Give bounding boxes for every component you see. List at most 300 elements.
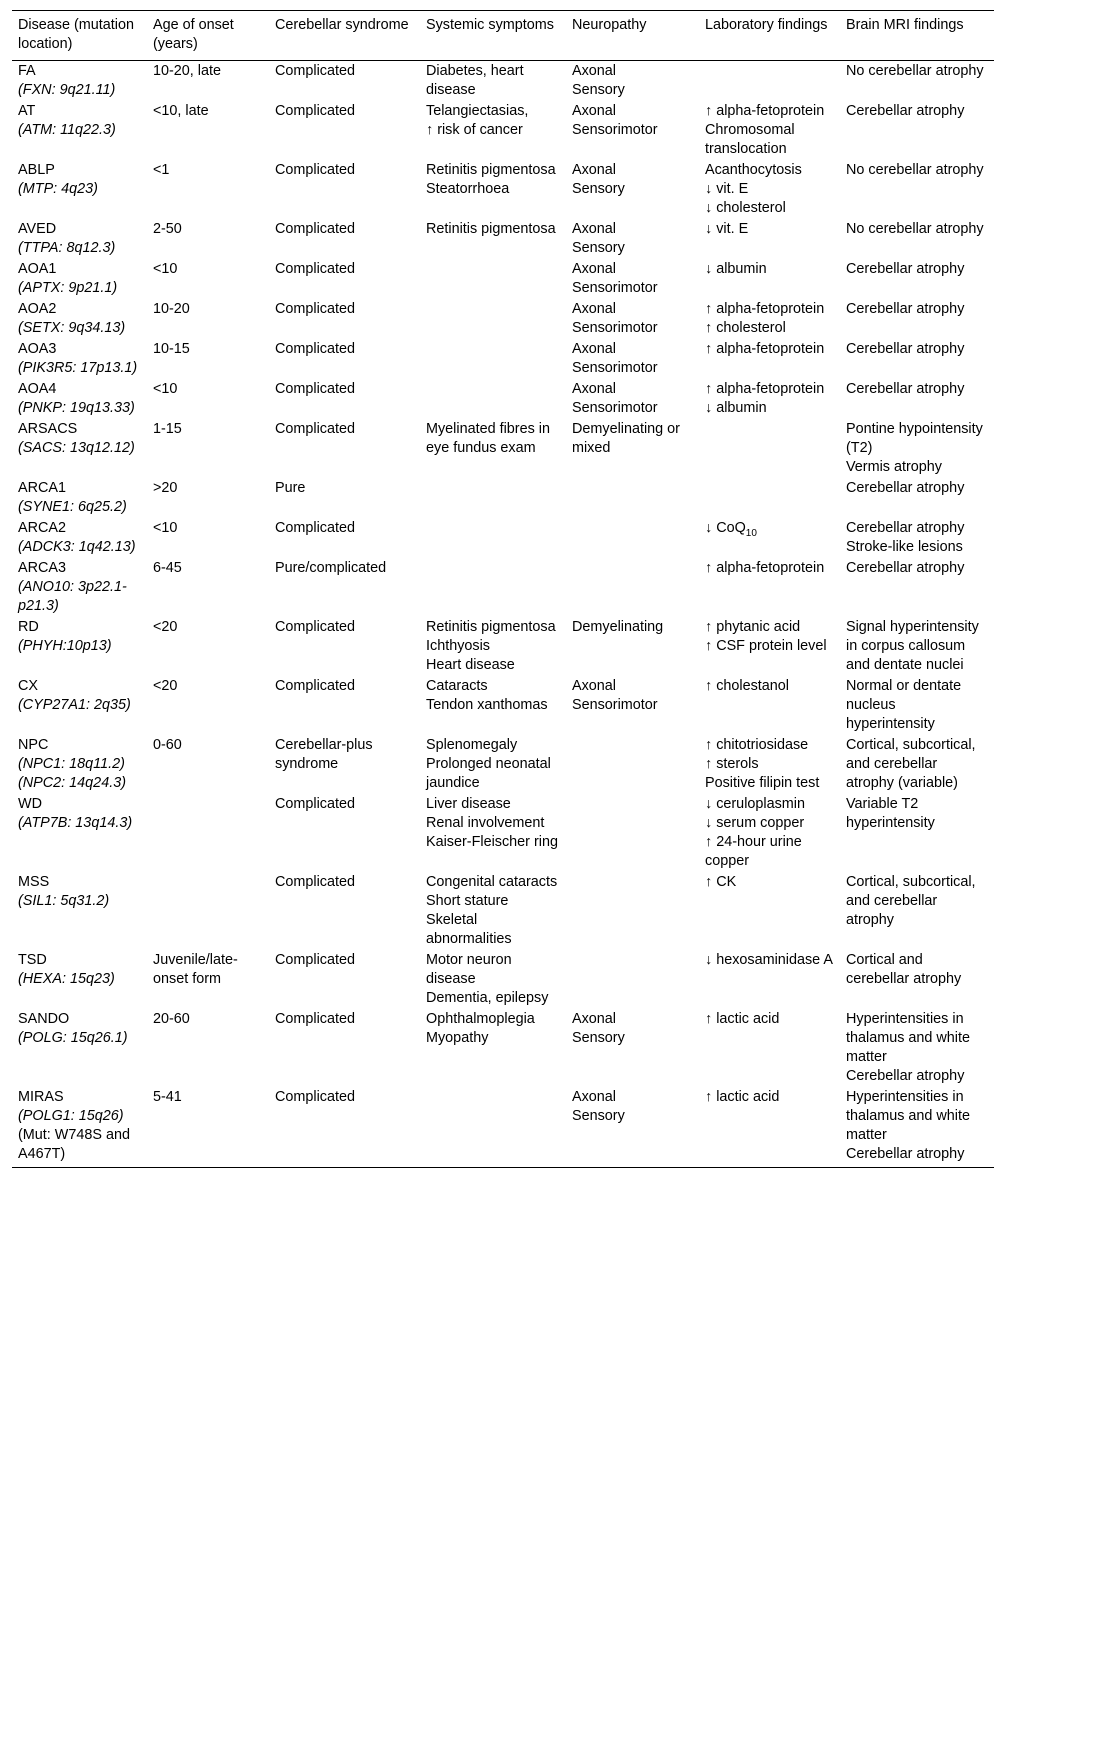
age-of-onset: 5-41: [153, 1089, 182, 1105]
cell-laboratory-findings: [699, 478, 840, 518]
systemic-symptom: Steatorrhoea: [426, 181, 510, 197]
cell-neuropathy: [566, 558, 699, 617]
cerebellar-syndrome: Complicated: [275, 381, 355, 397]
cell-laboratory-findings: [699, 219, 840, 259]
systemic-symptom: Diabetes, heart disease: [426, 63, 524, 98]
lab-finding: ↑ alpha-fetoprotein: [705, 103, 825, 119]
age-of-onset: 2-50: [153, 221, 182, 237]
cell-disease: [12, 419, 147, 478]
systemic-symptom: Retinitis pigmentosa: [426, 619, 556, 635]
disease-name: ARCA1: [18, 480, 66, 496]
cell-neuropathy: [566, 259, 699, 299]
cell-disease: [12, 1009, 147, 1087]
coq-label: ↓ CoQ: [705, 520, 746, 536]
cell-cerebellar-syndrome: [269, 518, 420, 558]
cell-laboratory-findings: [699, 518, 840, 558]
cell-age-of-onset: [147, 676, 269, 735]
cell-laboratory-findings: [699, 259, 840, 299]
cell-laboratory-findings: [699, 61, 840, 102]
cell-neuropathy: [566, 676, 699, 735]
cell-disease: [12, 518, 147, 558]
gene-location: (MTP: 4q23): [18, 181, 98, 197]
neuropathy-type: Sensorimotor: [572, 697, 658, 713]
mri-finding: Cerebellar atrophy: [846, 301, 965, 317]
ataxia-disease-table: [12, 10, 994, 1168]
cell-brain-mri-findings: [840, 950, 994, 1009]
cell-age-of-onset: [147, 950, 269, 1009]
cell-brain-mri-findings: [840, 794, 994, 872]
neuropathy-type: Sensorimotor: [572, 360, 658, 376]
cerebellar-syndrome: Complicated: [275, 874, 355, 890]
cell-brain-mri-findings: [840, 379, 994, 419]
disease-name: AT: [18, 103, 36, 119]
cell-systemic-symptoms: [420, 219, 566, 259]
gene-location: (NPC2: 14q24.3): [18, 775, 126, 791]
table-row: [12, 950, 994, 1009]
mri-finding: Normal or dentate nucleus hyperintensity: [846, 678, 962, 732]
disease-name: MSS: [18, 874, 50, 890]
cerebellar-syndrome: Pure/complicated: [275, 560, 387, 576]
cell-brain-mri-findings: [840, 1009, 994, 1087]
cell-age-of-onset: [147, 735, 269, 794]
cell-brain-mri-findings: [840, 160, 994, 219]
disease-name: AVED: [18, 221, 57, 237]
cerebellar-syndrome: Complicated: [275, 261, 355, 277]
cell-systemic-symptoms: [420, 160, 566, 219]
disease-name: ARCA2: [18, 520, 66, 536]
cell-disease: [12, 735, 147, 794]
table-row: [12, 735, 994, 794]
cell-neuropathy: [566, 1087, 699, 1168]
cell-systemic-symptoms: [420, 872, 566, 950]
systemic-symptom: Skeletal abnormalities: [426, 912, 512, 947]
table-row: [12, 101, 994, 160]
gene-location: (SETX: 9q34.13): [18, 320, 126, 336]
header-brain-mri-findings: Brain MRI findings: [840, 11, 994, 61]
age-of-onset: 20-60: [153, 1011, 190, 1027]
gene-location: (SIL1: 5q31.2): [18, 893, 110, 909]
gene-location: (ANO10: 3p22.1-p21.3): [18, 579, 127, 614]
cell-laboratory-findings: [699, 950, 840, 1009]
cell-brain-mri-findings: [840, 299, 994, 339]
disease-name: NPC: [18, 737, 49, 753]
mri-finding: Cortical and cerebellar atrophy: [846, 952, 962, 987]
systemic-symptom: Prolonged neonatal jaundice: [426, 756, 551, 791]
cell-laboratory-findings: [699, 794, 840, 872]
cell-disease: [12, 1087, 147, 1168]
cell-systemic-symptoms: [420, 379, 566, 419]
systemic-symptom: Short stature: [426, 893, 509, 909]
cell-disease: [12, 339, 147, 379]
cell-brain-mri-findings: [840, 478, 994, 518]
cell-cerebellar-syndrome: [269, 299, 420, 339]
cell-systemic-symptoms: [420, 950, 566, 1009]
disease-name: WD: [18, 796, 42, 812]
cell-neuropathy: [566, 339, 699, 379]
cell-laboratory-findings: [699, 299, 840, 339]
cell-neuropathy: [566, 950, 699, 1009]
mri-finding: Cerebellar atrophy: [846, 381, 965, 397]
lab-finding: ↓ vit. E: [705, 221, 749, 237]
table-row: [12, 794, 994, 872]
lab-finding: ↓ albumin: [705, 400, 767, 416]
cell-cerebellar-syndrome: [269, 259, 420, 299]
disease-name: FA: [18, 63, 36, 79]
mutation-note: (Mut: W748S and A467T): [18, 1127, 130, 1162]
gene-location: (ATM: 11q22.3): [18, 122, 116, 138]
cerebellar-syndrome: Complicated: [275, 796, 355, 812]
coq-subscript: 10: [745, 527, 757, 539]
header-systemic-symptoms: Systemic symptoms: [420, 11, 566, 61]
mri-finding: Hyperintensities in thalamus and white matter: [846, 1089, 970, 1143]
lab-finding: Chromosomal translocation: [705, 122, 795, 157]
cell-neuropathy: [566, 160, 699, 219]
table-row: [12, 1009, 994, 1087]
disease-name: MIRAS: [18, 1089, 64, 1105]
cell-age-of-onset: [147, 872, 269, 950]
cell-brain-mri-findings: [840, 617, 994, 676]
cell-laboratory-findings: [699, 1009, 840, 1087]
table-row: [12, 478, 994, 518]
cell-systemic-symptoms: [420, 794, 566, 872]
age-of-onset: 0-60: [153, 737, 182, 753]
lab-finding: ↑ CSF protein level: [705, 638, 827, 654]
cell-brain-mri-findings: [840, 518, 994, 558]
systemic-symptom: Myelinated fibres in eye fundus exam: [426, 421, 550, 456]
table-row: [12, 259, 994, 299]
systemic-symptom: Renal involvement: [426, 815, 545, 831]
age-of-onset: <20: [153, 619, 178, 635]
cell-cerebellar-syndrome: [269, 478, 420, 518]
header-disease: Disease (mutation location): [12, 11, 147, 61]
cell-laboratory-findings: [699, 735, 840, 794]
cell-neuropathy: [566, 1009, 699, 1087]
age-of-onset: <20: [153, 678, 178, 694]
mri-finding: No cerebellar atrophy: [846, 162, 984, 178]
cell-brain-mri-findings: [840, 339, 994, 379]
table-row: [12, 339, 994, 379]
cell-cerebellar-syndrome: [269, 676, 420, 735]
disease-name: AOA3: [18, 341, 57, 357]
mri-finding: Variable T2 hyperintensity: [846, 796, 935, 831]
lab-finding: ↓ cholesterol: [705, 200, 786, 216]
cell-age-of-onset: [147, 160, 269, 219]
cell-age-of-onset: [147, 101, 269, 160]
header-neuropathy: Neuropathy: [566, 11, 699, 61]
systemic-symptom: Ophthalmoplegia: [426, 1011, 535, 1027]
cell-systemic-symptoms: [420, 101, 566, 160]
systemic-symptom: Kaiser-Fleischer ring: [426, 834, 558, 850]
lab-finding: ↑ alpha-fetoprotein: [705, 560, 825, 576]
mri-finding: Cortical, subcortical, and cerebellar atrophy (variable): [846, 737, 976, 791]
cell-brain-mri-findings: [840, 419, 994, 478]
lab-finding: ↓ hexosaminidase A: [705, 952, 833, 968]
cell-laboratory-findings: [699, 676, 840, 735]
disease-name: AOA1: [18, 261, 57, 277]
disease-name: AOA2: [18, 301, 57, 317]
table-row: [12, 160, 994, 219]
cell-neuropathy: [566, 872, 699, 950]
age-of-onset: <10: [153, 520, 178, 536]
neuropathy-type: Sensory: [572, 1108, 625, 1124]
cell-brain-mri-findings: [840, 872, 994, 950]
cerebellar-syndrome: Complicated: [275, 341, 355, 357]
cell-disease: [12, 676, 147, 735]
gene-location: (PIK3R5: 17p13.1): [18, 360, 138, 376]
mri-finding: Vermis atrophy: [846, 459, 942, 475]
cell-disease: [12, 160, 147, 219]
cell-neuropathy: [566, 419, 699, 478]
disease-name: RD: [18, 619, 39, 635]
neuropathy-type: Axonal: [572, 678, 617, 694]
cell-laboratory-findings: [699, 1087, 840, 1168]
age-of-onset: <10, late: [153, 103, 209, 119]
cell-laboratory-findings: [699, 617, 840, 676]
cell-disease: [12, 61, 147, 102]
gene-location: (TTPA: 8q12.3): [18, 240, 116, 256]
neuropathy-type: Demyelinating or mixed: [572, 421, 680, 456]
gene-location: (FXN: 9q21.11): [18, 82, 116, 98]
neuropathy-type: Axonal: [572, 103, 617, 119]
lab-finding: ↑ 24-hour urine copper: [705, 834, 802, 869]
age-of-onset: Juvenile/late-onset form: [153, 952, 238, 987]
mri-finding: Cerebellar atrophy: [846, 1068, 965, 1084]
cell-laboratory-findings: [699, 419, 840, 478]
table-row: [12, 617, 994, 676]
lab-finding: ↓ vit. E: [705, 181, 749, 197]
cell-systemic-symptoms: [420, 339, 566, 379]
cell-brain-mri-findings: [840, 558, 994, 617]
systemic-symptom: Telangiectasias,: [426, 103, 529, 119]
cell-age-of-onset: [147, 61, 269, 102]
neuropathy-type: Sensory: [572, 181, 625, 197]
cell-neuropathy: [566, 735, 699, 794]
mri-finding: Cerebellar atrophy: [846, 341, 965, 357]
disease-name: ABLP: [18, 162, 55, 178]
cell-laboratory-findings: [699, 101, 840, 160]
lab-finding: ↑ alpha-fetoprotein: [705, 341, 825, 357]
cell-disease: [12, 299, 147, 339]
neuropathy-type: Axonal: [572, 1011, 617, 1027]
lab-finding: ↑ cholestanol: [705, 678, 789, 694]
lab-finding: ↑ alpha-fetoprotein: [705, 301, 825, 317]
cell-cerebellar-syndrome: [269, 379, 420, 419]
cell-systemic-symptoms: [420, 558, 566, 617]
cell-disease: [12, 950, 147, 1009]
mri-finding: Cerebellar atrophy: [846, 1146, 965, 1162]
neuropathy-type: Sensorimotor: [572, 400, 658, 416]
cell-disease: [12, 794, 147, 872]
table-row: [12, 379, 994, 419]
cell-neuropathy: [566, 219, 699, 259]
cerebellar-syndrome: Complicated: [275, 63, 355, 79]
cell-laboratory-findings: [699, 160, 840, 219]
cell-systemic-symptoms: [420, 518, 566, 558]
neuropathy-type: Sensorimotor: [572, 280, 658, 296]
mri-finding: Cerebellar atrophy: [846, 261, 965, 277]
systemic-symptom: Retinitis pigmentosa: [426, 221, 556, 237]
cell-brain-mri-findings: [840, 1087, 994, 1168]
mri-finding: Signal hyperintensity in corpus callosum and dentate nuclei: [846, 619, 979, 673]
cerebellar-syndrome: Complicated: [275, 520, 355, 536]
gene-location: (APTX: 9p21.1): [18, 280, 118, 296]
systemic-symptom: Motor neuron disease: [426, 952, 512, 987]
systemic-symptom: ↑ risk of cancer: [426, 122, 523, 138]
mri-finding: Hyperintensities in thalamus and white matter: [846, 1011, 970, 1065]
cell-systemic-symptoms: [420, 61, 566, 102]
systemic-symptom: Ichthyosis: [426, 638, 490, 654]
cell-systemic-symptoms: [420, 617, 566, 676]
cell-systemic-symptoms: [420, 419, 566, 478]
mri-finding: Cortical, subcortical, and cerebellar atrophy: [846, 874, 976, 928]
cell-brain-mri-findings: [840, 676, 994, 735]
neuropathy-type: Sensory: [572, 240, 625, 256]
cell-cerebellar-syndrome: [269, 735, 420, 794]
systemic-symptom: Dementia, epilepsy: [426, 990, 549, 1006]
cell-neuropathy: [566, 299, 699, 339]
mri-finding: Stroke-like lesions: [846, 539, 963, 555]
mri-finding: No cerebellar atrophy: [846, 63, 984, 79]
table-row: [12, 419, 994, 478]
cerebellar-syndrome: Complicated: [275, 952, 355, 968]
neuropathy-type: Sensorimotor: [572, 320, 658, 336]
systemic-symptom: Retinitis pigmentosa: [426, 162, 556, 178]
gene-location: (HEXA: 15q23): [18, 971, 115, 987]
lab-finding: ↑ alpha-fetoprotein: [705, 381, 825, 397]
cell-neuropathy: [566, 478, 699, 518]
mri-finding: Cerebellar atrophy: [846, 103, 965, 119]
cell-cerebellar-syndrome: [269, 872, 420, 950]
cerebellar-syndrome: Complicated: [275, 1089, 355, 1105]
cell-cerebellar-syndrome: [269, 61, 420, 102]
neuropathy-type: Axonal: [572, 221, 617, 237]
cell-disease: [12, 219, 147, 259]
cell-age-of-onset: [147, 1009, 269, 1087]
neuropathy-type: Axonal: [572, 381, 617, 397]
systemic-symptom: Splenomegaly: [426, 737, 518, 753]
cell-neuropathy: [566, 101, 699, 160]
cerebellar-syndrome: Complicated: [275, 678, 355, 694]
age-of-onset: 10-20: [153, 301, 190, 317]
lab-finding: ↓ ceruloplasmin: [705, 796, 805, 812]
table-row: [12, 299, 994, 339]
cell-age-of-onset: [147, 1087, 269, 1168]
cell-neuropathy: [566, 61, 699, 102]
cell-age-of-onset: [147, 794, 269, 872]
cell-neuropathy: [566, 617, 699, 676]
cell-cerebellar-syndrome: [269, 558, 420, 617]
cell-cerebellar-syndrome: [269, 1087, 420, 1168]
lab-finding: Acanthocytosis: [705, 162, 802, 178]
cell-brain-mri-findings: [840, 219, 994, 259]
systemic-symptom: Heart disease: [426, 657, 515, 673]
lab-finding: ↑ lactic acid: [705, 1089, 780, 1105]
gene-location: (POLG1: 15q26): [18, 1108, 124, 1124]
cell-laboratory-findings: [699, 558, 840, 617]
cell-systemic-symptoms: [420, 259, 566, 299]
systemic-symptom: Tendon xanthomas: [426, 697, 548, 713]
cell-cerebellar-syndrome: [269, 950, 420, 1009]
age-of-onset: 10-15: [153, 341, 190, 357]
cell-cerebellar-syndrome: [269, 219, 420, 259]
gene-location: (PHYH:10p13): [18, 638, 112, 654]
cell-systemic-symptoms: [420, 478, 566, 518]
neuropathy-type: Axonal: [572, 162, 617, 178]
cell-systemic-symptoms: [420, 676, 566, 735]
header-age-of-onset: Age of onset (years): [147, 11, 269, 61]
cell-neuropathy: [566, 518, 699, 558]
cell-cerebellar-syndrome: [269, 160, 420, 219]
cell-laboratory-findings: [699, 872, 840, 950]
cell-systemic-symptoms: [420, 299, 566, 339]
cell-age-of-onset: [147, 299, 269, 339]
lab-finding: ↑ lactic acid: [705, 1011, 780, 1027]
disease-name: SANDO: [18, 1011, 70, 1027]
table-row: [12, 872, 994, 950]
cerebellar-syndrome: Complicated: [275, 162, 355, 178]
mri-finding: Cerebellar atrophy: [846, 480, 965, 496]
cell-brain-mri-findings: [840, 101, 994, 160]
systemic-symptom: Liver disease: [426, 796, 511, 812]
cerebellar-syndrome: Cerebellar-plus syndrome: [275, 737, 373, 772]
lab-finding: Positive filipin test: [705, 775, 820, 791]
mri-finding: No cerebellar atrophy: [846, 221, 984, 237]
lab-finding: ↓ serum copper: [705, 815, 805, 831]
cell-disease: [12, 617, 147, 676]
table-body: [12, 61, 994, 1168]
cell-age-of-onset: [147, 518, 269, 558]
table-row: [12, 558, 994, 617]
cerebellar-syndrome: Complicated: [275, 103, 355, 119]
cell-systemic-symptoms: [420, 735, 566, 794]
table-row: [12, 676, 994, 735]
age-of-onset: <1: [153, 162, 170, 178]
cell-disease: [12, 478, 147, 518]
cell-disease: [12, 558, 147, 617]
age-of-onset: >20: [153, 480, 178, 496]
lab-finding: ↑ chitotriosidase: [705, 737, 809, 753]
cerebellar-syndrome: Complicated: [275, 1011, 355, 1027]
cell-age-of-onset: [147, 339, 269, 379]
header-laboratory-findings: Laboratory findings: [699, 11, 840, 61]
cell-laboratory-findings: [699, 339, 840, 379]
cell-neuropathy: [566, 379, 699, 419]
cerebellar-syndrome: Pure: [275, 480, 306, 496]
gene-location: (NPC1: 18q11.2): [18, 756, 125, 772]
neuropathy-type: Axonal: [572, 301, 617, 317]
lab-finding: ↑ phytanic acid: [705, 619, 801, 635]
cell-disease: [12, 101, 147, 160]
cerebellar-syndrome: Complicated: [275, 421, 355, 437]
cell-brain-mri-findings: [840, 259, 994, 299]
cell-laboratory-findings: [699, 379, 840, 419]
neuropathy-type: Axonal: [572, 261, 617, 277]
cell-age-of-onset: [147, 478, 269, 518]
table-row: [12, 61, 994, 102]
mri-finding: Cerebellar atrophy: [846, 520, 965, 536]
cerebellar-syndrome: Complicated: [275, 619, 355, 635]
cell-systemic-symptoms: [420, 1009, 566, 1087]
gene-location: (ATP7B: 13q14.3): [18, 815, 133, 831]
disease-name: TSD: [18, 952, 47, 968]
disease-table-container: [12, 10, 994, 1168]
cell-brain-mri-findings: [840, 735, 994, 794]
neuropathy-type: Axonal: [572, 341, 617, 357]
cell-cerebellar-syndrome: [269, 1009, 420, 1087]
cell-cerebellar-syndrome: [269, 339, 420, 379]
systemic-symptom: Congenital cataracts: [426, 874, 558, 890]
gene-location: (SYNE1: 6q25.2): [18, 499, 127, 515]
